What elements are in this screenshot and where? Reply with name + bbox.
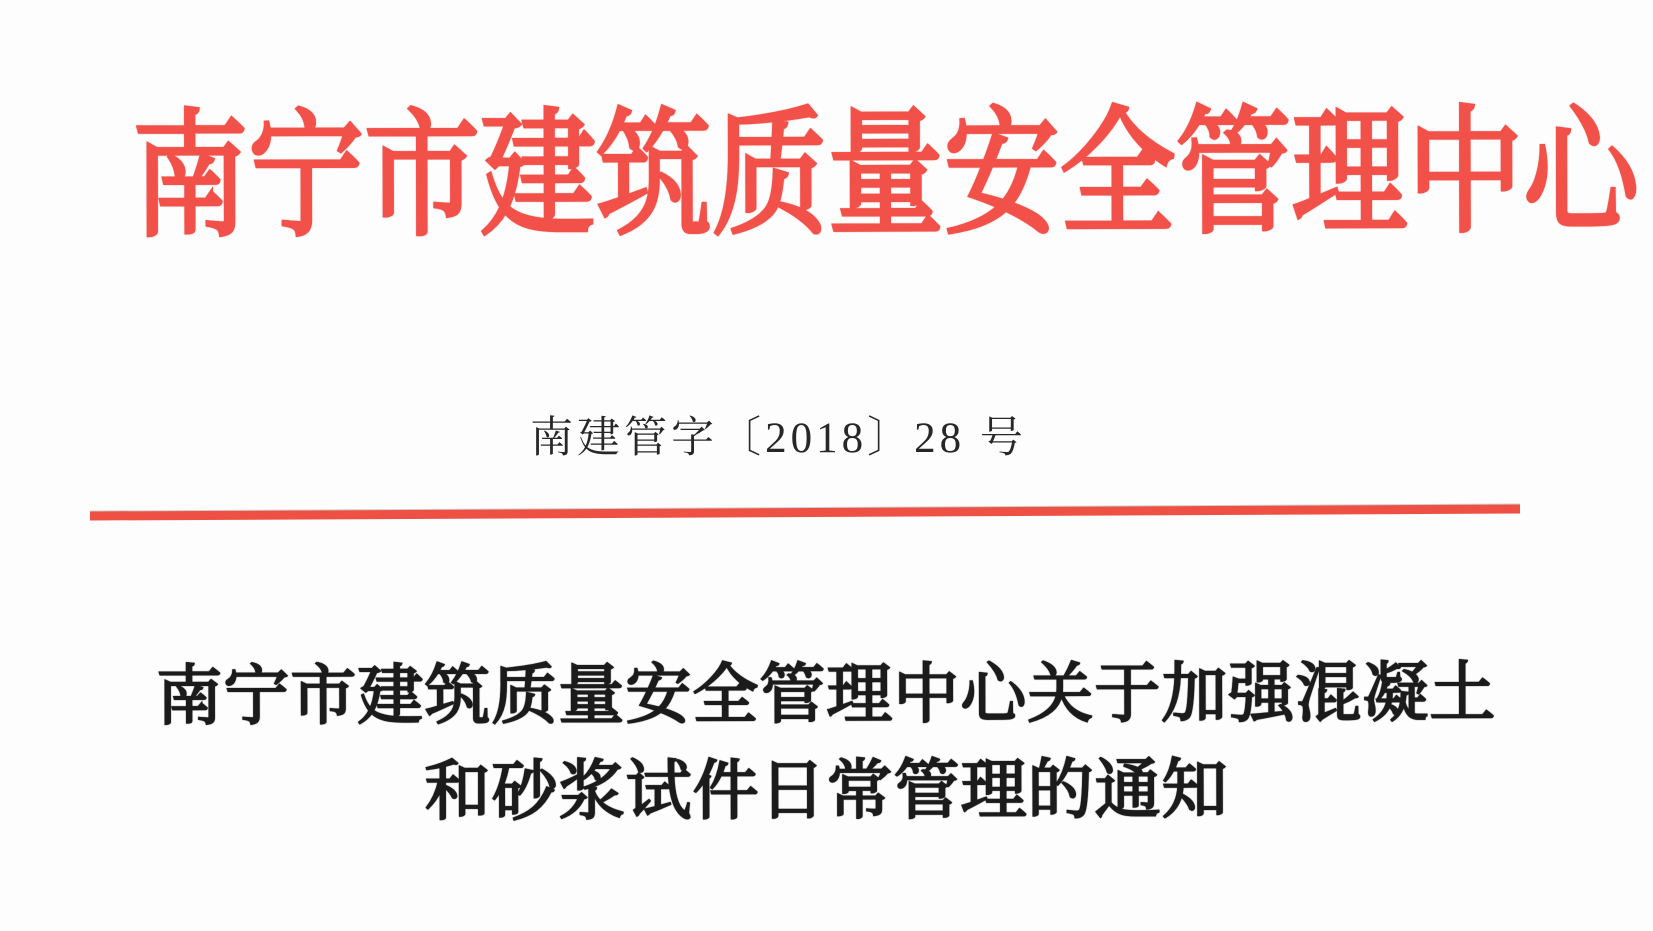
agency-letterhead-title: 南宁市建筑质量安全管理中心 xyxy=(132,96,1640,255)
document-reference-number: 南建管字〔2018〕28 号 xyxy=(530,415,1027,462)
notice-title-line-1: 南宁市建筑质量安全管理中心关于加强混凝土 xyxy=(156,657,1497,734)
notice-title xyxy=(0,646,1653,842)
red-divider-line xyxy=(90,505,1520,521)
notice-title-line-2: 和砂浆试件日常管理的通知 xyxy=(424,753,1229,830)
